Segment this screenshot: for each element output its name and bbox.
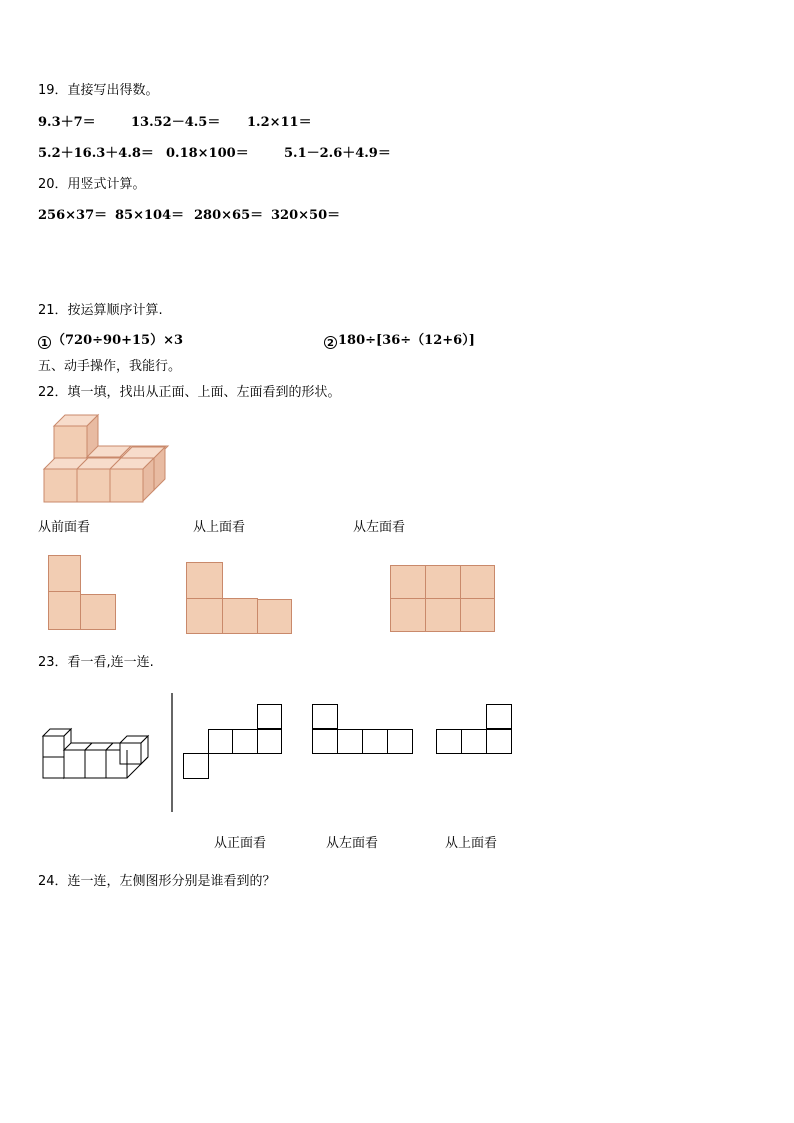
- q19-problem-1: 9.3＋7＝: [38, 115, 96, 130]
- q22-label-left: 从左面看: [353, 520, 406, 535]
- circled-number-2: 2: [324, 336, 337, 349]
- q23-cube-solid: [42, 728, 154, 780]
- q23-shape-3: [436, 704, 516, 756]
- q22-cube-solid: [40, 412, 175, 507]
- q20-problem-2: 85×104＝: [115, 208, 185, 223]
- q19-problem-3: 1.2×11＝: [247, 115, 312, 130]
- circled-number-1: 1: [38, 336, 51, 349]
- q20-heading: 20．用竖式计算。: [38, 177, 146, 192]
- q19-problem-2: 13.52－4.5＝: [131, 115, 221, 130]
- q23-shape-1: [183, 704, 285, 782]
- q21-heading: 21．按运算顺序计算.: [38, 303, 163, 318]
- q21-problem-1: [38, 333, 183, 349]
- q23-label-top: 从上面看: [445, 836, 498, 851]
- q20-problem-1: 256×37＝: [38, 208, 108, 223]
- q24-heading: 24．连一连，左侧图形分别是谁看到的？: [38, 874, 276, 889]
- q22-view-front: [48, 555, 118, 633]
- q19-problem-4: 5.2＋16.3＋4.8＝: [38, 146, 154, 161]
- q22-view-top: [186, 562, 294, 636]
- q22-label-front: 从前面看: [38, 520, 91, 535]
- q23-label-left: 从左面看: [326, 836, 379, 851]
- q21-problem-2-expr: 180÷[36÷（12+6）]: [338, 333, 475, 348]
- q19-problem-6: 5.1－2.6＋4.9＝: [284, 146, 391, 161]
- q20-problem-3: 280×65＝: [194, 208, 264, 223]
- q23-label-front: 从正面看: [214, 836, 267, 851]
- q19-heading: 19．直接写出得数。: [38, 83, 159, 98]
- q20-problem-4: 320×50＝: [271, 208, 341, 223]
- section5-heading: 五、动手操作，我能行。: [38, 359, 182, 374]
- q21-problem-1-expr: （720÷90+15）×3: [52, 333, 184, 348]
- q23-heading: 23．看一看,连一连.: [38, 655, 154, 670]
- q23-divider: [171, 693, 173, 813]
- q22-heading: 22．填一填，找出从正面、上面、左面看到的形状。: [38, 385, 341, 400]
- q23-shape-2: [312, 704, 416, 756]
- q19-problem-5: 0.18×100＝: [166, 146, 249, 161]
- q22-view-left: [390, 565, 498, 635]
- q22-label-top: 从上面看: [193, 520, 246, 535]
- q21-problem-2: [324, 333, 475, 349]
